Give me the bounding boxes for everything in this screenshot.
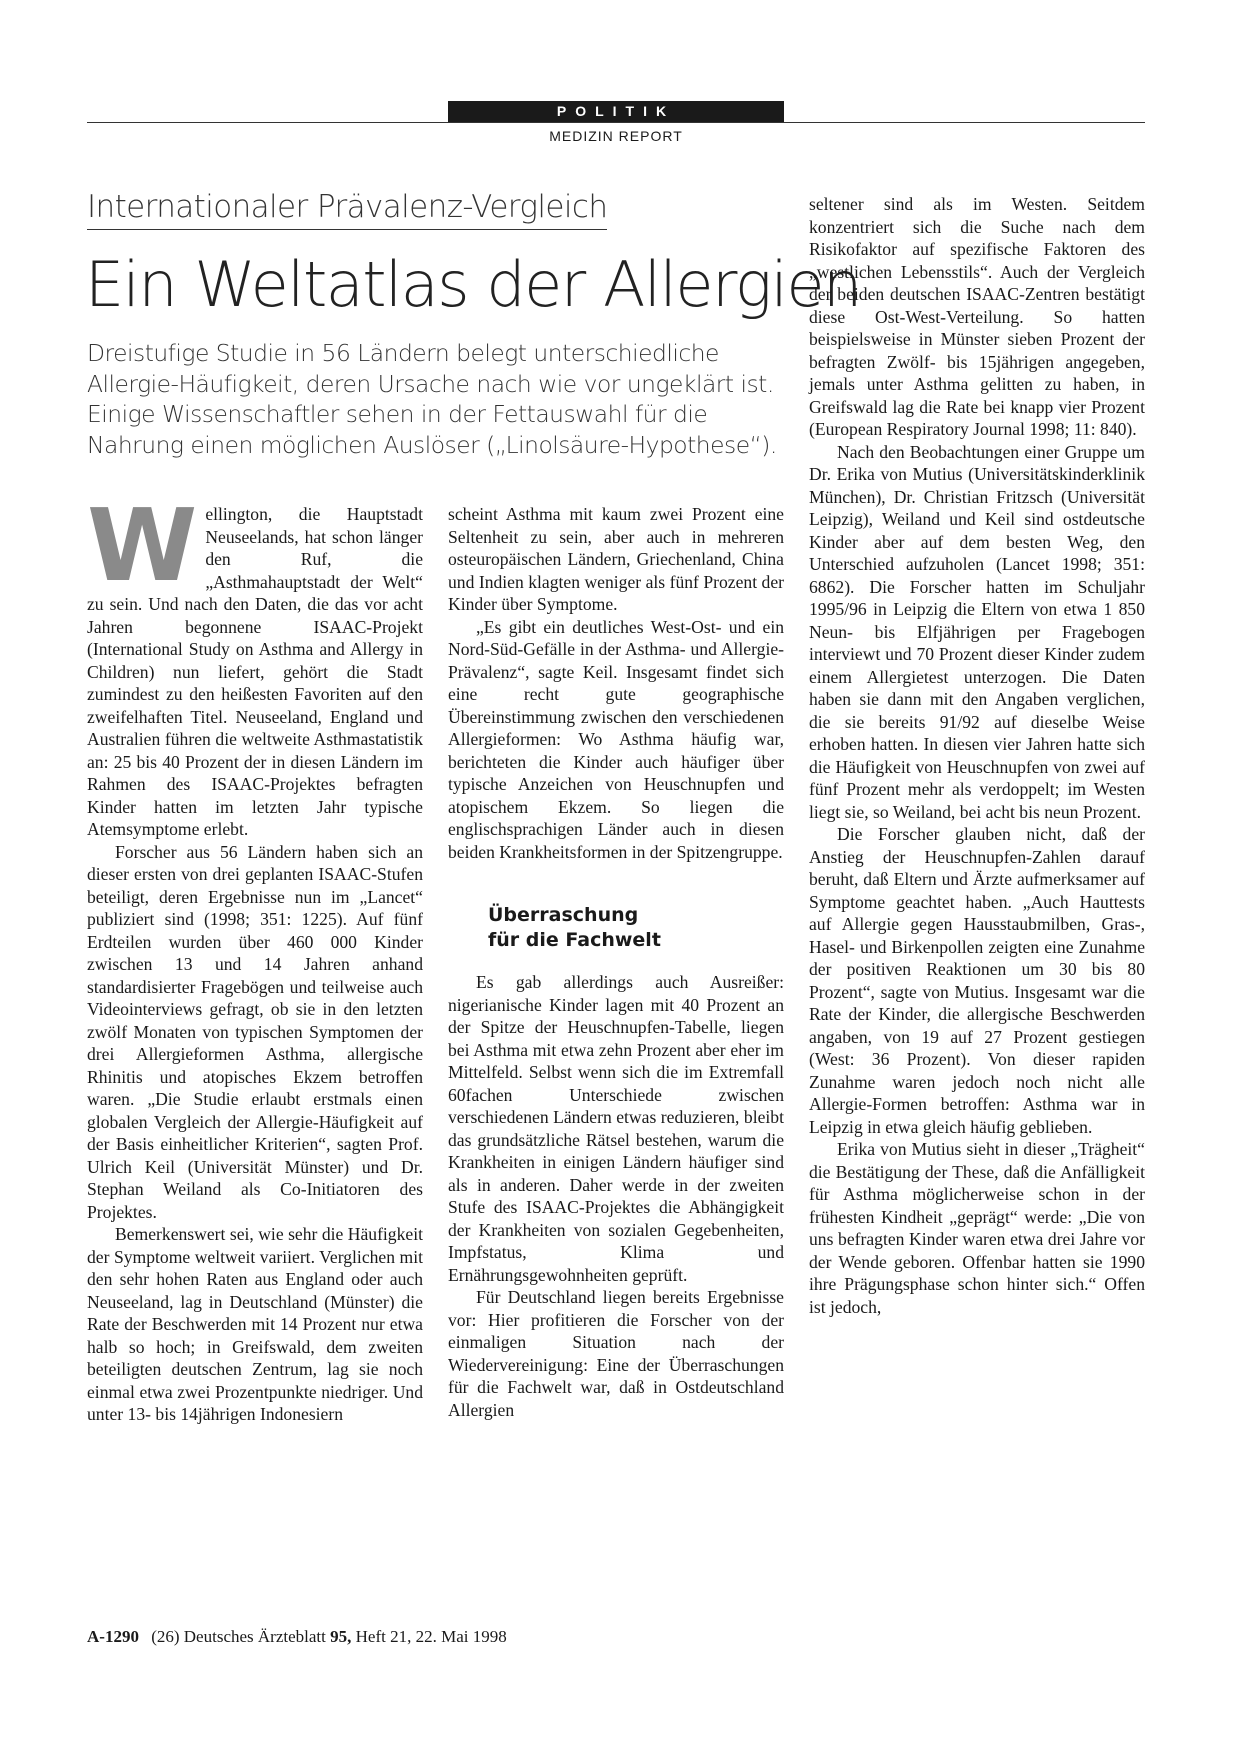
paragraph: Für Deutschland liegen bereits Ergebnisse vor: Hier profitieren die Forscher von der einmaligen Situation nach der Wiedervereinigung: Eine der Überraschungen für die Fachwelt war, daß in Ostdeutschland Allergien [448, 1287, 784, 1420]
lead-line: Allergie-Häufigkeit, deren Ursache nach wie vor ungeklärt ist. [87, 369, 774, 398]
lead-line: Dreistufige Studie in 56 Ländern belegt unterschiedliche [87, 339, 719, 367]
article-headline: Ein Weltatlas der Allergien [85, 248, 861, 321]
paragraph: Erika von Mutius sieht in dieser „Trägheit“ die Bestätigung der These, daß die Anfälligkeit für Asthma möglicherweise schon in der frühesten Kindheit „geprägt“ werde: „Die von uns befragten Kinder waren etwa drei Jahre vor der Wende geboren. Offenbar hatten sie 1990 ihre Prägungsphase schon hinter sich.“ Offen ist jedoch, [809, 1139, 1145, 1317]
section-subhead [488, 903, 784, 953]
issue-date: Heft 21, 22. Mai 1998 [355, 1627, 507, 1646]
paragraph [87, 487, 423, 841]
paragraph: „Es gibt ein deutliches West-Ost- und ein Nord-Süd-Gefälle in der Asthma- und Allergie-Prävalenz“, sagte Keil. Insgesamt findet sich eine recht gute geographische Übereinstimmung zwischen den verschiedenen Allergieformen: Wo Asthma häufig war, berichteten die Kinder auch häufiger über typische Anzeichen von Heuschnupfen und atopischem Ekzem. So liegen die englischsprachigen Länder auch in diesen beiden Krankheitsformen in der Spitzengruppe. [448, 616, 784, 862]
page-footer [87, 1627, 507, 1647]
text-column-3 [809, 193, 1145, 1318]
paragraph: Forscher aus 56 Ländern haben sich an dieser ersten von drei geplanten ISAAC-Stufen beteiligt, deren Ergebnisse nun im „Lancet“ publiziert sind (1998; 351: 1225). Auf fünf Erdteilen wurden über 460 000 Kinder zwischen 13 und 14 Jahren anhand standardisierter Fragebögen und teilweise auch Videointerviews gefragt, ob sie in den letzten zwölf Monaten von typischen Symptomen der drei Allergieformen Asthma, allergische Rhinitis und atopisches Ekzem betroffen waren. „Die Studie erlaubt erstmals einen globalen Vergleich der Allergie-Häufigkeit auf der Basis einheitlicher Kriterien“, sagten Prof. Ulrich Keil (Universität Münster) und Dr. Stephan Weiland als Co-Initiatoren des Projektes. [87, 841, 423, 1222]
subhead-line: Überraschung [488, 904, 639, 926]
lead-line: Nahrung einen möglichen Auslöser („Linolsäure-Hypothese“). [87, 430, 777, 459]
drop-cap: W [87, 487, 198, 604]
paragraph: Es gab allerdings auch Ausreißer: nigerianische Kinder lagen mit 40 Prozent an der Spitze der Heuschnupfen-Tabelle, liegen bei Asthma mit etwa zehn Prozent aber eher im Mittelfeld. Selbst wenn sich die im Extremfall 60fachen Unterschiede zwischen verschiedenen Ländern etwas reduzieren, bleibt das grundsätzliche Rätsel bestehen, warum die Krankheiten in einigen Ländern häufiger sind als in anderen. Daher werde in der zweiten Stufe des ISAAC-Projektes die Abhängigkeit der Krankheiten von sozialen Gegebenheiten, Impfstatus, Klima und Ernährungsgewohnheiten geprüft. [448, 972, 784, 1285]
text-column-2 [448, 503, 784, 1421]
paragraph: Bemerkenswert sei, wie sehr die Häufigkeit der Symptome weltweit variiert. Verglichen mit den sehr hohen Raten aus England oder auch Neuseeland, lag in Deutschland (Münster) die Rate der Beschwerden mit 14 Prozent nur etwa halb so hoch; in Greifswald, dem zweiten beteiligten deutschen Zentrum, lag sie noch einmal etwa zwei Prozentpunkte niedriger. Und unter 13- bis 14jährigen Indonesiern [87, 1224, 423, 1424]
text-column-1 [87, 487, 423, 1426]
paragraph: seltener sind als im Westen. Seitdem konzentriert sich die Suche nach dem Risikofaktor auf spezifische Faktoren des „westlichen Lebensstils“. Auch der Vergleich der beiden deutschen ISAAC-Zentren bestätigt diese Ost-West-Verteilung. So hatten beispielsweise in Münster sieben Prozent der befragten Zwölf- bis 15jährigen angegeben, jemals unter Asthma gelitten zu haben, in Greifswald lag die Rate bei knapp vier Prozent (European Respiratory Journal 1998; 11: 840). [809, 194, 1145, 439]
paragraph: scheint Asthma mit kaum zwei Prozent eine Seltenheit zu sein, aber auch in mehreren osteuropäischen Ländern, Griechenland, China und Indien klagten weniger als fünf Prozent der Kinder über Symptome. [448, 504, 784, 614]
header-rule [87, 122, 1145, 123]
paragraph: Nach den Beobachtungen einer Gruppe um Dr. Erika von Mutius (Universitätskinderklinik München), Dr. Christian Fritzsch (Universität Leipzig), Weiland und Keil sind ostdeutsche Kinder aber auf dem besten Weg, den Unterschied aufzuholen (Lancet 1998; 351: 6862). Die Forscher hatten im Schuljahr 1995/96 in Leipzig die Eltern von etwa 1 850 Neun- bis Elfjährigen per Fragebogen interviewt und 70 Prozent dieser Kinder zudem einem Allergietest unterzogen. Die Daten haben sie dann mit den Angaben verglichen, die sie bereits 91/92 auf dieselbe Weise erhoben hatten. In diesen vier Jahren hatte sich die Häufigkeit von Heuschnupfen von zwei auf fünf Prozent mehr als verdoppelt; im Westen liegt sie, so Weiland, bei acht bis neun Prozent. [809, 441, 1145, 822]
volume-number: 95, [330, 1627, 352, 1646]
journal-name: Deutsches Ärzteblatt [183, 1627, 326, 1646]
page-number: A-1290 [87, 1627, 139, 1646]
issue-page: (26) [151, 1627, 180, 1646]
paragraph-text: ellington, die Hauptstadt Neuseelands, hat schon länger den Ruf, die „Asthmahauptstadt der Welt“ zu sein. Und nach den Daten, die das vor acht Jahren begonnene ISAAC-Projekt (International Study on Asthma and Allergy in Children) nun liefert, gehört die Stadt zumindest zu den heißesten Favoriten auf den zweifelhaften Titel. Neuseeland, England und Australien führen die weltweite Asthmastatistik an: 25 bis 40 Prozent der in diesen Ländern im Rahmen des ISAAC-Projektes befragten Kinder hatten im letzten Jahr typische Atemsymptome erlebt. [87, 504, 423, 839]
section-label: POLITIK [448, 101, 784, 122]
paragraph: Die Forscher glauben nicht, daß der Anstieg der Heuschnupfen-Zahlen darauf beruht, daß Eltern und Ärzte aufmerksamer auf Symptome geachtet haben. „Auch Hauttests auf Allergie gegen Hausstaubmilben, Gras-, Hasel- und Birkenpollen zeigten eine Zunahme der positiven Reaktionen um 30 bis 80 Prozent“, sagte von Mutius. Insgesamt war die Rate der Kinder, die allergische Beschwerden angaben, von 19 auf 27 Prozent gestiegen (West: 36 Prozent). Von dieser rapiden Zunahme waren jedoch noch nicht alle Allergie-Formen betroffen: Asthma war in Leipzig in etwa gleich häufig geblieben. [809, 824, 1145, 1137]
subsection-label: MEDIZIN REPORT [549, 128, 683, 144]
article-kicker: Internationaler Prävalenz-Vergleich [87, 189, 607, 230]
subhead-line: für die Fachwelt [488, 929, 661, 951]
lead-line: Einige Wissenschaftler sehen in der Fettauswahl für die [87, 400, 708, 428]
article-lead [87, 338, 787, 460]
